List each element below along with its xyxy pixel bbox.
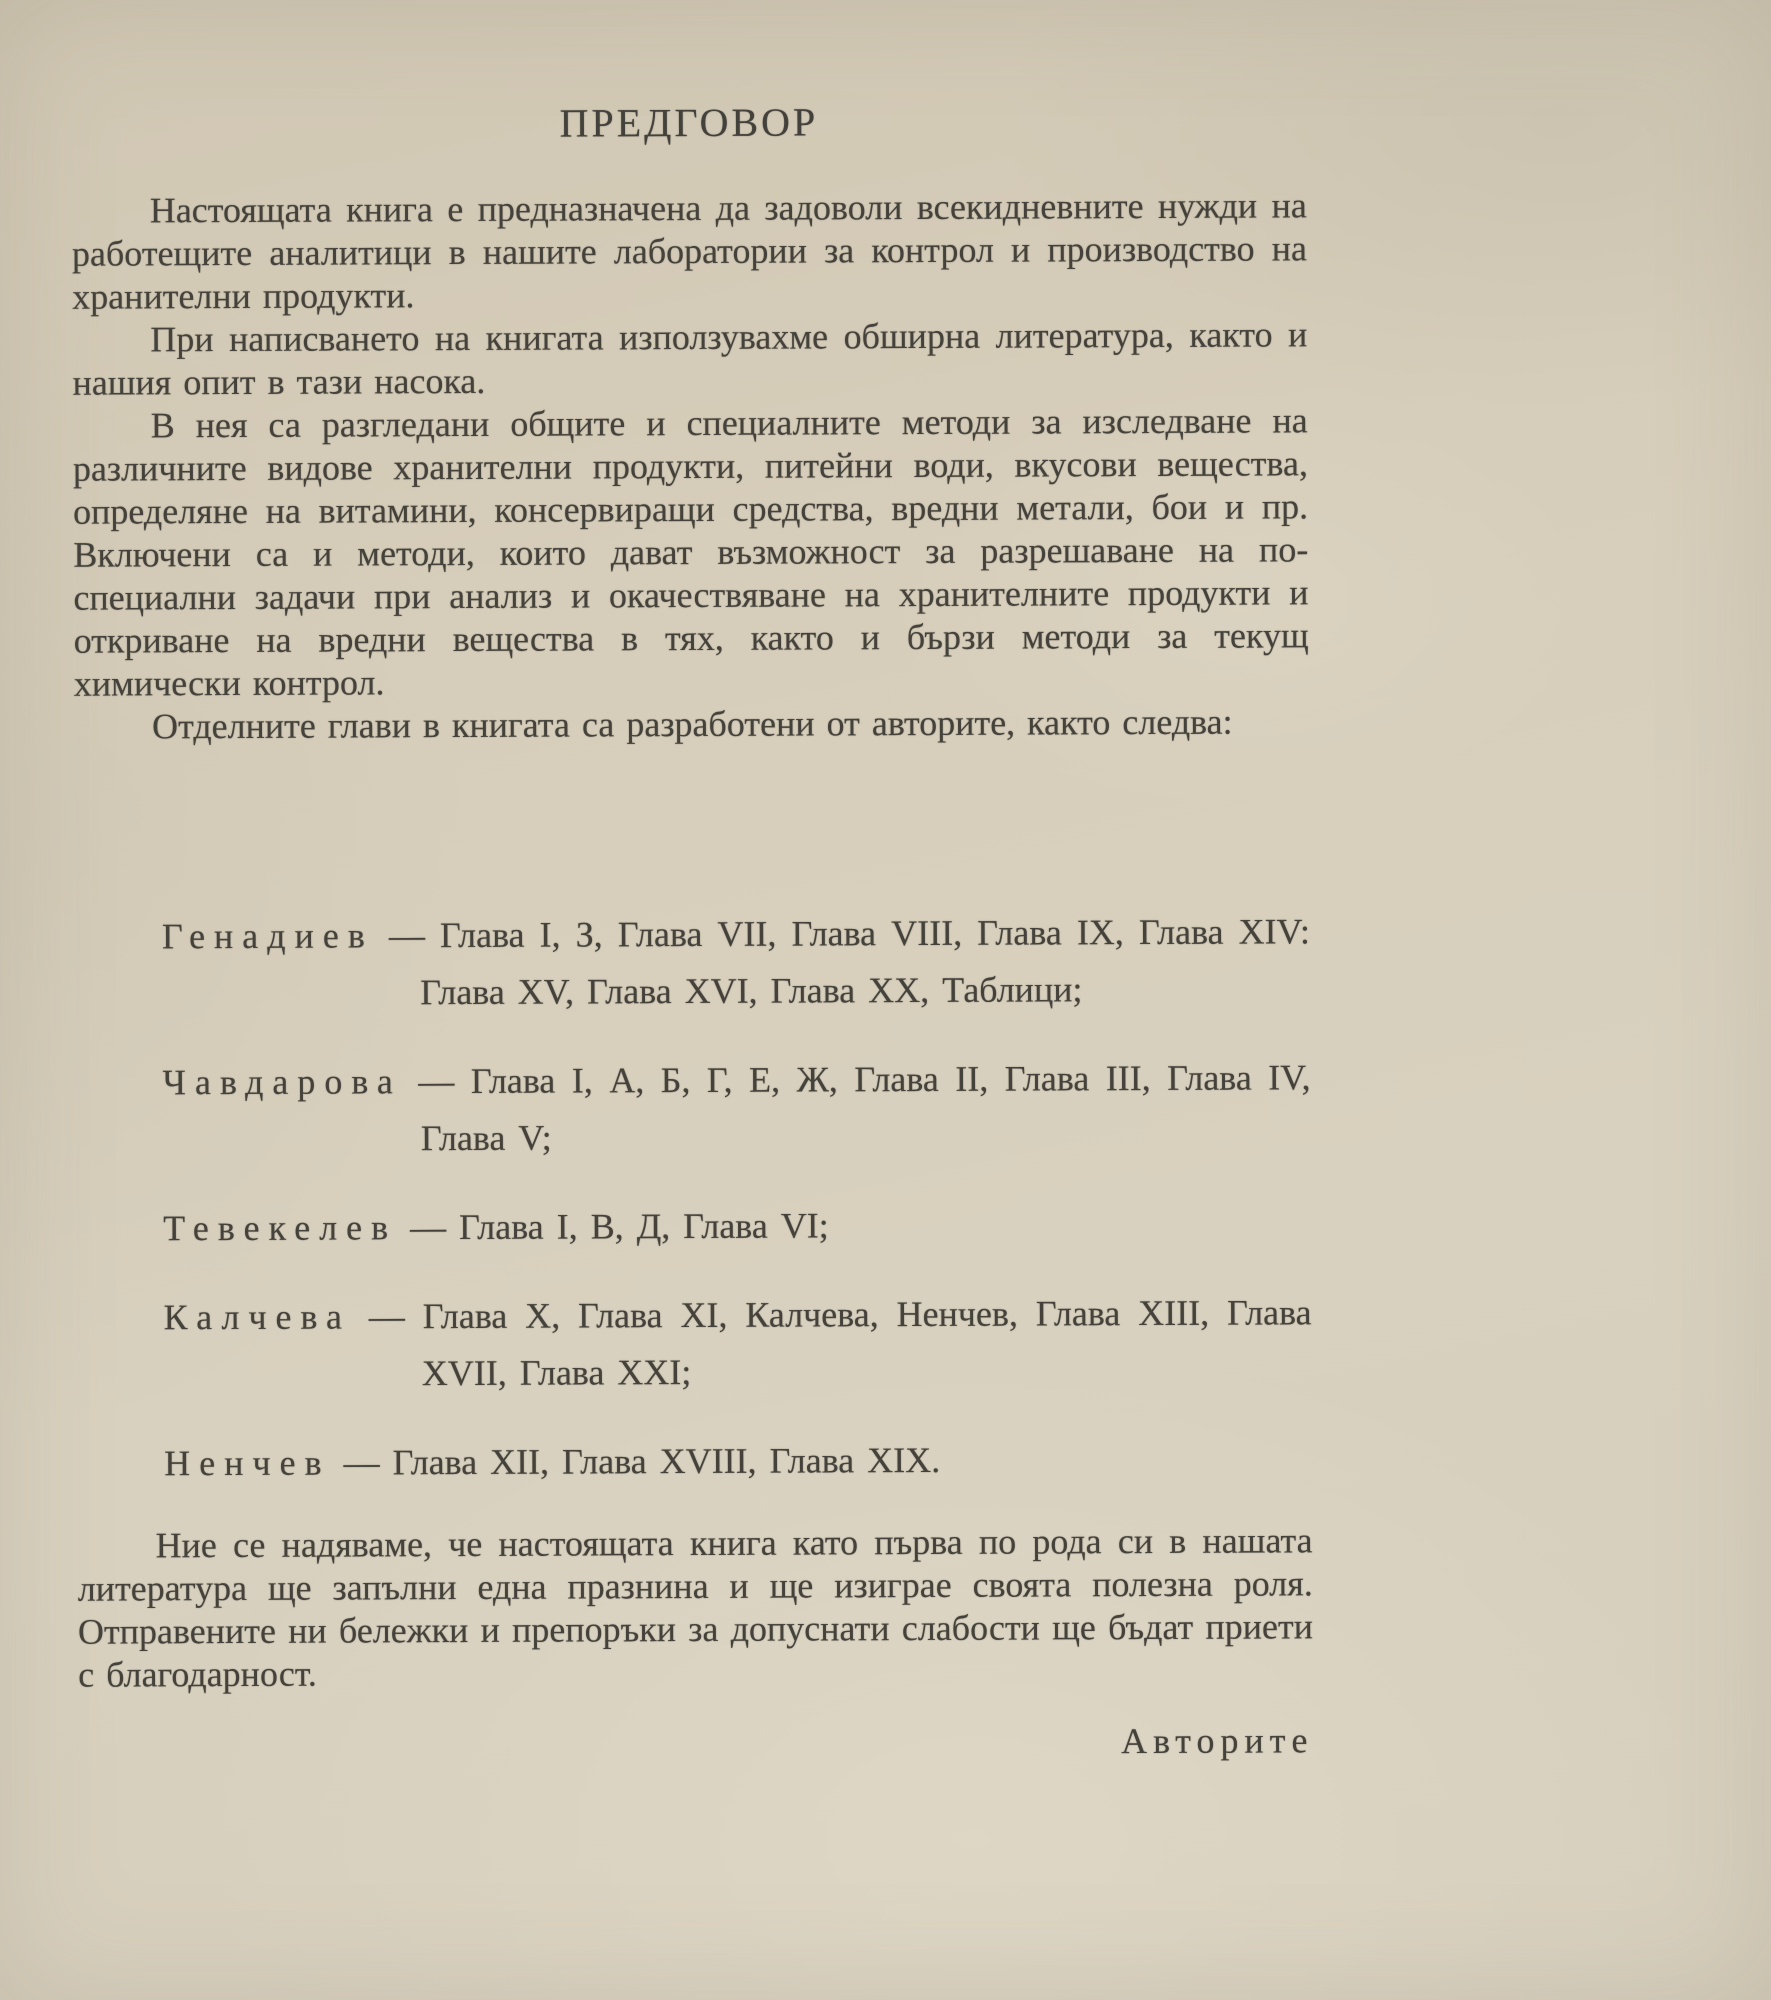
author-entry — [77, 1430, 1312, 1492]
closing-paragraph: Ние се надяваме, че настоящата книга като първа по рода си в нашата литература ще запълни една празнина и ще изиграе своята полезна роля. Отправените ни бележки и препоръки за допуснати слабости ще бъдат приети с благодарност. — [77, 1520, 1314, 1695]
author-entry — [76, 1195, 1311, 1257]
intro-paragraph: Настоящата книга е предназначена да задоволи всекидневните нужди на работещите аналитици в нашите лаборатории за контрол и производство на хранителни продукти. — [71, 185, 1308, 317]
author-name: Ненчев — [164, 1442, 331, 1484]
author-chapters: — Глава I, З, Глава VII, Глава VIII, Глава IX, Глава XIV: Глава XV, Глава XVI, Глава XX, Таблици; — [388, 911, 1311, 1013]
chapters-lead-paragraph: Отделните глави в книгата са разработени от авторите, както следва: — [151, 701, 1233, 747]
author-chapter-list — [75, 903, 1313, 1492]
author-entry — [75, 903, 1310, 1022]
author-name: Тевекелев — [163, 1207, 398, 1249]
authors-signature: Авторите — [1121, 1720, 1314, 1762]
author-chapters: — Глава XII, Глава XVIII, Глава XIX. — [343, 1439, 941, 1483]
scope-paragraph: В нея са разгледани общите и специалните методи за изследване на различните видове хранителни продукти, питейни води, вкусови вещества, определяне на витамини, консервиращи средства, вредни метали, бои и пр. Включени са и методи, които дават възможност за разрешаване на по-специални задачи при анализ и окачествяване на хранителните продукти и откриване на вредни вещества в тях, както и бързи методи за текущ химически контрол. — [72, 400, 1309, 704]
author-chapters: — Глава I, А, Б, Г, Е, Ж, Глава II, Глава III, Глава IV, Глава V; — [418, 1057, 1311, 1159]
author-entry — [76, 1284, 1311, 1403]
sources-paragraph: При написването на книгата използувахме обширна литература, както и нашия опит в тази насока. — [72, 314, 1308, 403]
author-name: Калчева — [163, 1296, 352, 1338]
author-name: Генадиев — [161, 915, 374, 957]
author-entry — [75, 1049, 1310, 1168]
author-name: Чавдарова — [162, 1061, 402, 1103]
author-chapters: — Глава I, В, Д, Глава VI; — [410, 1205, 829, 1248]
author-chapters: — Глава X, Глава XI, Калчева, Ненчев, Глава XIII, Глава XVII, Глава XXI; — [368, 1292, 1312, 1394]
page-content — [71, 92, 1313, 1803]
page-title: ПРЕДГОВОР — [559, 99, 819, 146]
